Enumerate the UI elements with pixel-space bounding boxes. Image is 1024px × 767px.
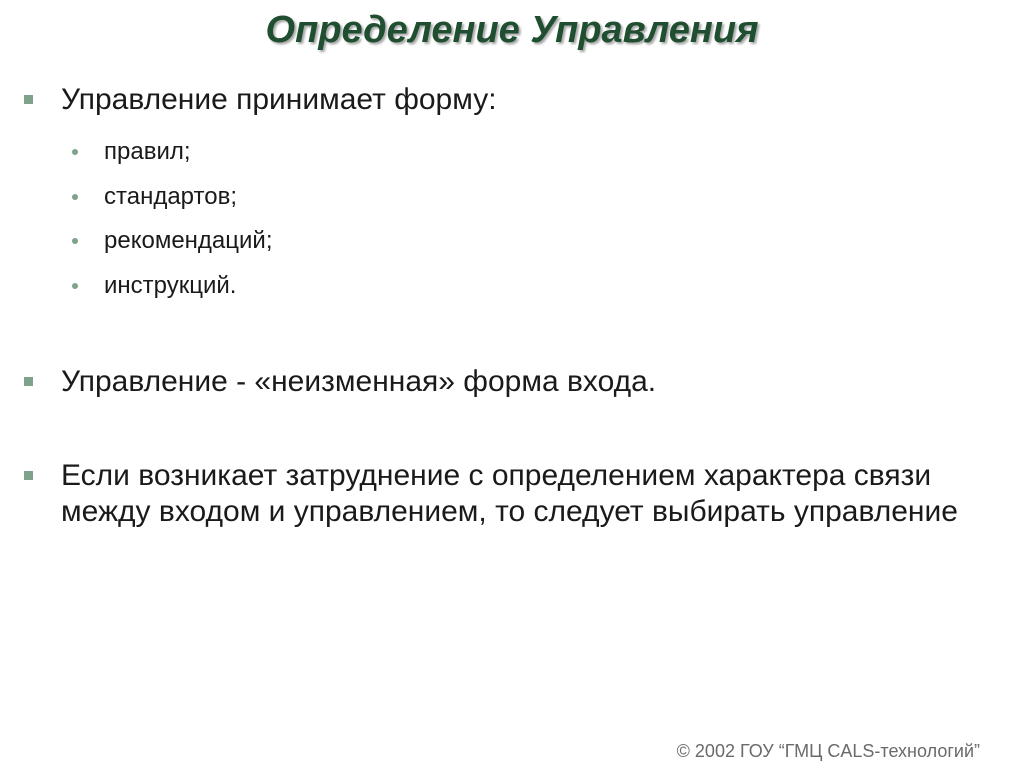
- dot-bullet-icon: [72, 194, 78, 200]
- square-bullet-icon: [24, 95, 33, 104]
- sub-bullet-item: [72, 226, 772, 256]
- sub-bullet-text: правил;: [104, 138, 191, 165]
- slide-title: Определение Управления: [265, 9, 759, 51]
- sub-bullet-item: [72, 271, 772, 301]
- sub-bullet-item: [72, 137, 772, 167]
- sub-bullet-text: стандартов;: [104, 183, 237, 210]
- bullet-item: [24, 82, 984, 118]
- sub-bullet-text: инструкций.: [104, 272, 237, 299]
- copyright-footer: © 2002 ГОУ “ГМЦ CALS-технологий”: [676, 741, 980, 761]
- bullet-text: Управление принимает форму:: [61, 83, 497, 116]
- square-bullet-icon: [24, 377, 33, 386]
- square-bullet-icon: [24, 471, 33, 480]
- sub-bullet-text: рекомендаций;: [104, 227, 273, 254]
- dot-bullet-icon: [72, 238, 78, 244]
- sub-bullet-item: [72, 182, 772, 212]
- bullet-item: [24, 458, 984, 530]
- bullet-item: [24, 364, 984, 400]
- bullet-text: Если возникает затруднение с определением характера связи между входом и управлением, то следует выбирать управление: [61, 459, 958, 528]
- dot-bullet-icon: [72, 283, 78, 289]
- dot-bullet-icon: [72, 149, 78, 155]
- bullet-text: Управление - «неизменная» форма входа.: [61, 365, 657, 398]
